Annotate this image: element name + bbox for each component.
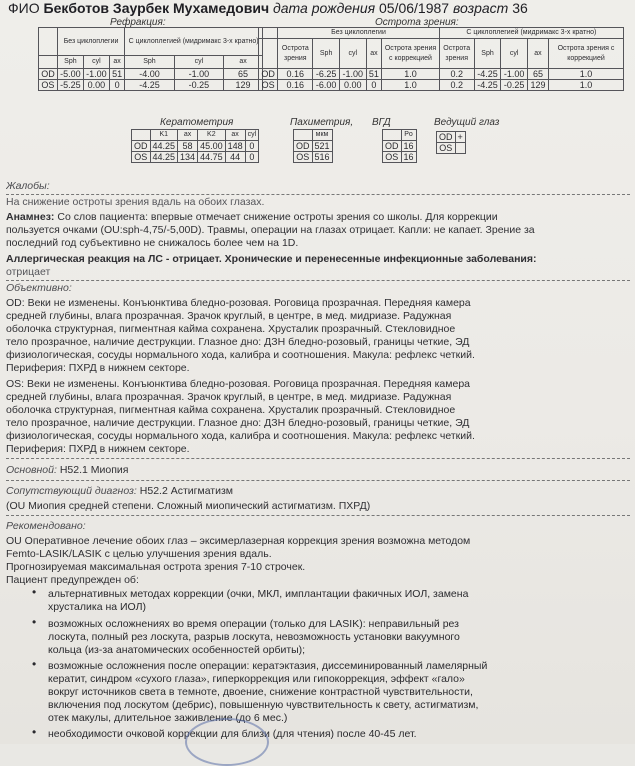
anamnesis-text: пользуется очками (OU:sph-4,75/-5,00D). Травмы, операции на глазах отрицает. Капли: не капает. Зрение за bbox=[6, 224, 535, 236]
objective-os-text: Периферия: ПХРД в нижнем секторе. bbox=[6, 443, 190, 455]
table-cell: 44.25 bbox=[150, 141, 178, 152]
objective-od-text: физиологическая, сосуды нормального хода, калибра и соотношения. Макула: рефлекс четкий. bbox=[6, 349, 475, 361]
refraction-col: cyl bbox=[174, 56, 223, 69]
table-cell: 129 bbox=[527, 80, 548, 91]
table-cell: 45.00 bbox=[198, 141, 226, 152]
acuity-header-eye bbox=[259, 39, 278, 69]
eye-label: OS bbox=[259, 80, 278, 91]
iop-unit: Po bbox=[401, 130, 416, 141]
pachymetry-unit: мкм bbox=[312, 130, 332, 141]
keratometry-col: ax bbox=[225, 130, 245, 141]
allergy-label: Аллергическая реакция на ЛС - отрицает. Хронические и перенесенные инфекционные заболевания: bbox=[6, 253, 537, 265]
objective-os-text: OS: Веки не изменены. Конъюнктива бледно-розовая. Роговица прозрачная. Передняя камера bbox=[6, 378, 471, 390]
fio-label: ФИО bbox=[8, 0, 40, 16]
table-cell: 0 bbox=[245, 141, 259, 152]
bullet-text: возможные осложнения после операции: кератэктазия, диссеминированный ламелярный bbox=[48, 660, 488, 672]
dob-value: 05/06/1987 bbox=[378, 0, 450, 16]
acuity-col: ax bbox=[527, 39, 548, 69]
table-cell: -1.00 bbox=[83, 69, 109, 80]
table-cell: + bbox=[455, 132, 465, 143]
bullet-text: альтернативных методах коррекции (очки, МКЛ, имплантации факичных ИОЛ, замена bbox=[48, 588, 469, 600]
table-cell bbox=[455, 143, 465, 154]
bullet-text: отек макулы, длительное заживление (до 6 мес.) bbox=[48, 712, 288, 724]
anamnesis-text: последний год субъективно не снижалось более чем на 1D. bbox=[6, 237, 299, 249]
lead-eye-title: Ведущий глаз bbox=[434, 117, 500, 128]
bullet-text: лоскута, полный рез лоскута, разрыв лоскута, невозможность установки вакуумного bbox=[48, 631, 460, 643]
co-diagnosis-value: H52.2 Астигматизм bbox=[139, 485, 234, 497]
table-cell: -6.00 bbox=[313, 80, 340, 91]
refraction-corner bbox=[39, 28, 58, 56]
table-cell: -1.00 bbox=[501, 69, 528, 80]
objective-od-text: тело прозрачное, наличие деструкции. Глазное дно: ДЗН бледно-розовый, границы четкие, ЭД bbox=[6, 336, 470, 348]
co-diagnosis bbox=[6, 485, 630, 498]
stamp-seal bbox=[185, 718, 269, 766]
table-cell: 0 bbox=[366, 80, 382, 91]
divider bbox=[6, 194, 630, 195]
keratometry-col: ax bbox=[178, 130, 198, 141]
eye-label: OD bbox=[294, 141, 313, 152]
table-cell: 0.00 bbox=[83, 80, 109, 91]
bullet-text: хрусталика на ИОЛ) bbox=[48, 601, 146, 613]
table-cell: 44.25 bbox=[150, 152, 178, 163]
refraction-with-cyclo: С циклоплегией (мидримакс 3-х кратно) bbox=[125, 28, 263, 56]
objective-od-text: Периферия: ПХРД в нижнем секторе. bbox=[6, 362, 190, 374]
table-cell: 44 bbox=[225, 152, 245, 163]
table-cell: -5.00 bbox=[57, 69, 83, 80]
acuity-row-os bbox=[259, 80, 624, 91]
objective-os-text: физиологическая, сосуды нормального хода, калибра и соотношения. Макула: рефлекс четкий. bbox=[6, 430, 475, 442]
refraction-header-eye bbox=[39, 56, 58, 69]
refraction-row-od bbox=[39, 69, 263, 80]
acuity-col: Sph bbox=[474, 39, 501, 69]
table-cell: 0.00 bbox=[339, 80, 366, 91]
bullet-icon: • bbox=[32, 615, 37, 629]
iop-title: ВГД bbox=[372, 117, 391, 128]
objective-os-text: оболочка структурная, пигментная кайма сохранена. Хрусталик прозрачный. Стекловидное bbox=[6, 404, 456, 416]
complaints-label: Жалобы: bbox=[6, 180, 50, 192]
anamnesis-label: Анамнез: bbox=[6, 211, 55, 223]
divider bbox=[6, 280, 630, 281]
pachymetry-corner bbox=[294, 130, 313, 141]
table-cell: -4.25 bbox=[125, 80, 174, 91]
acuity-col-va: Острота зрения bbox=[278, 39, 313, 69]
table-cell: -4.00 bbox=[125, 69, 174, 80]
recommendation-text: Femto-LASIK/LASIK с целью улучшения зрения вдаль. bbox=[6, 548, 272, 560]
bullet-text: возможных осложнениях во время операции (только для LASIK): неправильный рез bbox=[48, 618, 459, 630]
table-cell: 521 bbox=[312, 141, 332, 152]
keratometry-row-od bbox=[132, 141, 259, 152]
objective-od-text: OD: Веки не изменены. Конъюнктива бледно-розовая. Роговица прозрачная. Передняя камера bbox=[6, 297, 471, 309]
keratometry-col: K2 bbox=[198, 130, 226, 141]
table-cell: 1.0 bbox=[382, 69, 439, 80]
main-diagnosis-label: Основной: bbox=[6, 464, 57, 476]
table-cell: 129 bbox=[224, 80, 263, 91]
table-cell: 134 bbox=[178, 152, 198, 163]
bullet-text: кератит, синдром «сухого глаза», гиперкоррекция или гипокоррекция, эффект «гало» bbox=[48, 673, 465, 685]
diagnosis-detail: (OU Миопия средней степени. Сложный миопический астигматизм. ПХРД) bbox=[6, 500, 371, 512]
keratometry-table bbox=[131, 129, 259, 163]
bullet-text: кольца (из-за анатомических особенностей орбиты); bbox=[48, 644, 306, 656]
eye-label: OS bbox=[383, 152, 402, 163]
bullet-text: необходимости очковой коррекции для близи (для чтения) после 40-45 лет. bbox=[48, 728, 417, 740]
eye-label: OS bbox=[132, 152, 151, 163]
keratometry-col: cyl bbox=[245, 130, 259, 141]
objective-od-text: оболочка структурная, пигментная кайма сохранена. Хрусталик прозрачный. Стекловидное bbox=[6, 323, 456, 335]
bullet-icon: • bbox=[32, 725, 37, 739]
age-label: возраст bbox=[452, 0, 509, 16]
acuity-col-corr: Острота зрения с коррекцией bbox=[382, 39, 439, 69]
eye-label: OS bbox=[39, 80, 58, 91]
table-cell: 16 bbox=[401, 141, 416, 152]
acuity-no-cyclo: Без циклоплегии bbox=[278, 28, 439, 39]
iop-corner bbox=[383, 130, 402, 141]
bullet-icon: • bbox=[32, 585, 37, 599]
table-cell: -0.25 bbox=[501, 80, 528, 91]
keratometry-row-os bbox=[132, 152, 259, 163]
refraction-col: ax bbox=[109, 56, 124, 69]
refraction-table bbox=[38, 27, 263, 91]
table-cell: 0 bbox=[245, 152, 259, 163]
age-value: 36 bbox=[512, 0, 528, 16]
refraction-col: Sph bbox=[57, 56, 83, 69]
table-cell: 0.2 bbox=[439, 80, 474, 91]
table-cell: 16 bbox=[401, 152, 416, 163]
recommendation-text: OU Оперативное лечение обоих глаз – эксимерлазерная коррекция зрения возможна методом bbox=[6, 535, 471, 547]
table-cell: -4.25 bbox=[474, 69, 501, 80]
table-cell: 0.2 bbox=[439, 69, 474, 80]
bullet-text: вокруг источников света в темноте, двоение, снижение контрастной чувствительности, bbox=[48, 686, 473, 698]
patient-name: Бекботов Заурбек Мухамедович bbox=[43, 0, 270, 16]
table-cell: -6.25 bbox=[313, 69, 340, 80]
acuity-with-cyclo: С циклоплегией (мидримакс 3-х кратно) bbox=[439, 28, 623, 39]
table-cell: -1.00 bbox=[174, 69, 223, 80]
acuity-row-od bbox=[259, 69, 624, 80]
refraction-col: Sph bbox=[125, 56, 174, 69]
objective-od-text: средней глубины, влага прозрачная. Зрачок круглый, в центре, в мед. мидриазе. Радужная bbox=[6, 310, 452, 322]
acuity-col: ax bbox=[366, 39, 382, 69]
acuity-col: Sph bbox=[313, 39, 340, 69]
eye-label: OD bbox=[39, 69, 58, 80]
table-cell: 1.0 bbox=[549, 80, 624, 91]
refraction-title: Рефракция: bbox=[110, 17, 166, 28]
table-cell: 0.16 bbox=[278, 80, 313, 91]
refraction-row-os bbox=[39, 80, 263, 91]
eye-label: OD bbox=[437, 132, 456, 143]
eye-label: OS bbox=[437, 143, 456, 154]
table-cell: 44.75 bbox=[198, 152, 226, 163]
table-cell: 516 bbox=[312, 152, 332, 163]
objective-label: Объективно: bbox=[6, 282, 72, 294]
bullet-text: включения под лоскутом (дебрис), повышенную чувствительность к свету, астигматизм, bbox=[48, 699, 479, 711]
table-cell: 1.0 bbox=[382, 80, 439, 91]
keratometry-corner bbox=[132, 130, 151, 141]
refraction-col: ax bbox=[224, 56, 263, 69]
patient-header bbox=[8, 0, 528, 16]
recommendation-text: Прогнозируемая максимальная острота зрения 7-10 строчек. bbox=[6, 561, 306, 573]
complaints-text: На снижение остроты зрения вдаль на обоих глазах. bbox=[6, 196, 265, 208]
refraction-no-cyclo: Без циклоплегии bbox=[57, 28, 124, 56]
acuity-col: cyl bbox=[501, 39, 528, 69]
acuity-col: cyl bbox=[339, 39, 366, 69]
eye-label: OS bbox=[294, 152, 313, 163]
table-cell: 0.16 bbox=[278, 69, 313, 80]
pachymetry-title: Пахиметрия, bbox=[290, 117, 354, 128]
divider bbox=[6, 480, 630, 481]
acuity-table bbox=[258, 27, 624, 91]
acuity-title: Острота зрения: bbox=[375, 17, 459, 28]
eye-label: OD bbox=[132, 141, 151, 152]
main-diagnosis bbox=[6, 464, 630, 477]
acuity-col-corr: Острота зрения с коррекцией bbox=[549, 39, 624, 69]
divider bbox=[6, 458, 630, 459]
table-cell: -0.25 bbox=[174, 80, 223, 91]
refraction-col: cyl bbox=[83, 56, 109, 69]
table-cell: -1.00 bbox=[339, 69, 366, 80]
eye-label: OD bbox=[383, 141, 402, 152]
keratometry-col: K1 bbox=[150, 130, 178, 141]
anamnesis-text: Со слов пациента: впервые отмечает снижение остроты зрения со школы. Для коррекции bbox=[57, 211, 498, 223]
table-cell: 51 bbox=[366, 69, 382, 80]
iop-table bbox=[382, 129, 417, 163]
keratometry-title: Кератометрия bbox=[160, 117, 234, 128]
pachymetry-table bbox=[293, 129, 333, 163]
divider bbox=[6, 515, 630, 516]
recommendations-label: Рекомендовано: bbox=[6, 520, 86, 532]
table-cell: -5.25 bbox=[57, 80, 83, 91]
main-diagnosis-value: H52.1 Миопия bbox=[59, 464, 129, 476]
co-diagnosis-label: Сопутствующий диагноз: bbox=[6, 485, 137, 497]
bullet-icon: • bbox=[32, 657, 37, 671]
acuity-corner bbox=[259, 28, 278, 39]
objective-os-text: средней глубины, влага прозрачная. Зрачок круглый, в центре, в мед. мидриазе. Радужная bbox=[6, 391, 452, 403]
allergy-value: отрицает bbox=[6, 266, 51, 278]
objective-os-text: тело прозрачное, наличие деструкции. Глазное дно: ДЗН бледно-розовый, границы четкие, ЭД bbox=[6, 417, 470, 429]
anamnesis-line bbox=[6, 211, 630, 224]
table-cell: 1.0 bbox=[549, 69, 624, 80]
recommendation-text: Пациент предупрежден об: bbox=[6, 574, 139, 586]
acuity-col-va: Острота зрения bbox=[439, 39, 474, 69]
dob-label: дата рождения bbox=[272, 0, 376, 16]
table-cell: 51 bbox=[109, 69, 124, 80]
eye-label: OD bbox=[259, 69, 278, 80]
table-cell: -4.25 bbox=[474, 80, 501, 91]
table-cell: 0 bbox=[109, 80, 124, 91]
table-cell: 148 bbox=[225, 141, 245, 152]
table-cell: 65 bbox=[224, 69, 263, 80]
table-cell: 65 bbox=[527, 69, 548, 80]
lead-eye-table bbox=[436, 131, 466, 154]
table-cell: 58 bbox=[178, 141, 198, 152]
